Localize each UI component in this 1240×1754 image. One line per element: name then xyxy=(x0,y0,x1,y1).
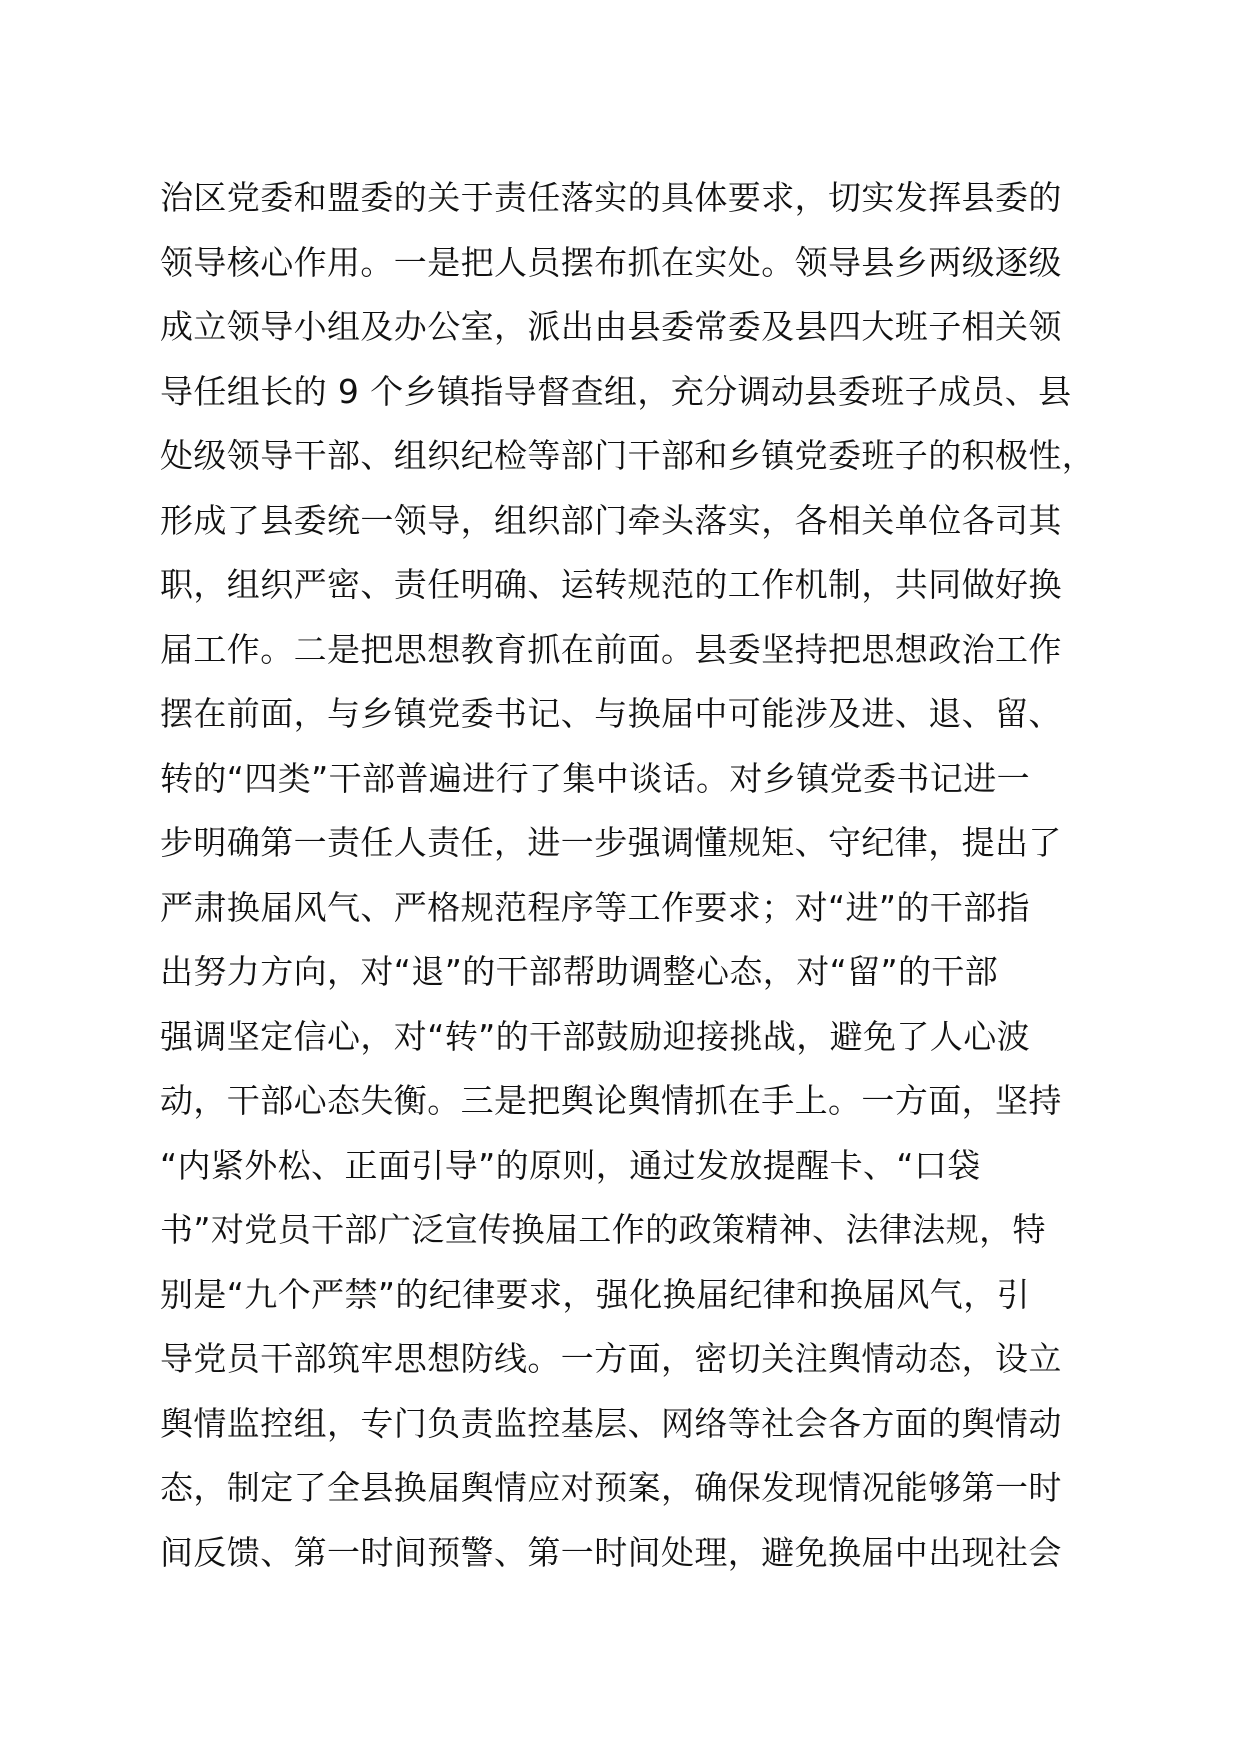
text-line: 书”对党员干部广泛宣传换届工作的政策精神、法律法规，特 xyxy=(160,1210,1046,1249)
text-line: 别是“九个严禁”的纪律要求，强化换届纪律和换届风气，引 xyxy=(160,1274,1030,1314)
text-line: 转的“四类”干部普遍进行了集中谈话。对乡镇党委书记进一 xyxy=(160,758,1030,798)
text-line: 职，组织严密、责任明确、运转规范的工作机制，共同做好换 xyxy=(160,565,1062,604)
text-line: 摆在前面，与乡镇党委书记、与换届中可能涉及进、退、留、 xyxy=(160,694,1062,733)
text-line: 成立领导小组及办公室，派出由县委常委及县四大班子相关领 xyxy=(160,307,1062,346)
document-body xyxy=(160,166,1120,1585)
text-line: 处级领导干部、组织纪检等部门干部和乡镇党委班子的积极性， xyxy=(160,436,1096,475)
text-line: 强调坚定信心，对“转”的干部鼓励迎接挑战，避免了人心波 xyxy=(160,1016,1030,1056)
text-line: 严肃换届风气、严格规范程序等工作要求；对“进”的干部指 xyxy=(160,887,1030,927)
text-line: 动，干部心态失衡。三是把舆论舆情抓在手上。一方面，坚持 xyxy=(160,1081,1062,1120)
text-line: “内紧外松、正面引导”的原则，通过发放提醒卡、“口袋 xyxy=(160,1145,981,1185)
text-line: 形成了县委统一领导，组织部门牵头落实，各相关单位各司其 xyxy=(160,500,1062,540)
text-line: 届工作。二是把思想教育抓在前面。县委坚持把思想政治工作 xyxy=(160,629,1062,669)
text-line: 治区党委和盟委的关于责任落实的具体要求，切实发挥县委的 xyxy=(160,178,1062,217)
text-line: 舆情监控组，专门负责监控基层、网络等社会各方面的舆情动 xyxy=(160,1403,1062,1443)
text-line: 导任组长的 9 个乡镇指导督查组，充分调动县委班子成员、县 xyxy=(160,371,1072,411)
text-line: 领导核心作用。一是把人员摆布抓在实处。领导县乡两级逐级 xyxy=(160,242,1062,282)
text-line: 步明确第一责任人责任，进一步强调懂规矩、守纪律，提出了 xyxy=(160,823,1062,862)
text-line: 间反馈、第一时间预警、第一时间处理，避免换届中出现社会 xyxy=(160,1532,1062,1572)
text-line: 态，制定了全县换届舆情应对预案，确保发现情况能够第一时 xyxy=(160,1468,1062,1507)
text-line: 出努力方向，对“退”的干部帮助调整心态，对“留”的干部 xyxy=(160,952,999,991)
text-line: 导党员干部筑牢思想防线。一方面，密切关注舆情动态，设立 xyxy=(160,1339,1062,1378)
